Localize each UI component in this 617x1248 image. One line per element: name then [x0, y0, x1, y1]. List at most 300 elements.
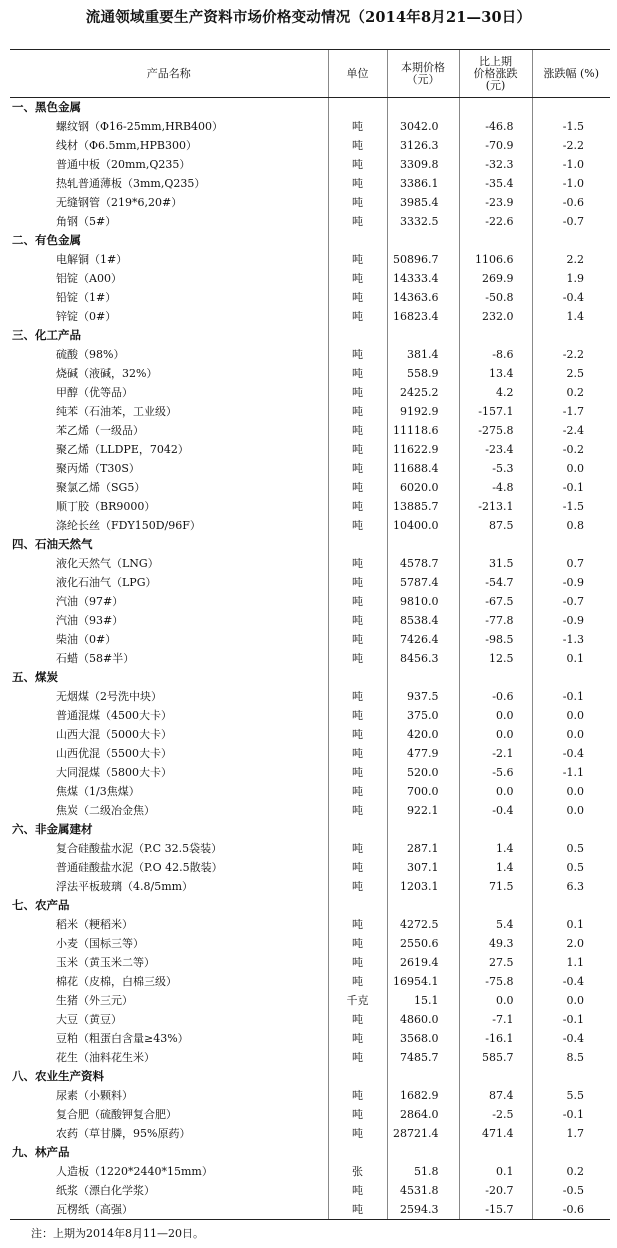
change-cell: 13.4: [459, 364, 532, 383]
percent-cell: 0.5: [532, 839, 610, 858]
percent-cell: -0.4: [532, 1029, 610, 1048]
empty-cell: [459, 98, 532, 118]
table-row: [10, 763, 610, 782]
unit-cell: 吨: [328, 630, 387, 649]
category-row: [10, 1143, 610, 1162]
product-name: 液化天然气（LNG）: [56, 557, 159, 570]
change-cell: -2.5: [459, 1105, 532, 1124]
table-row: [10, 516, 610, 535]
table-row: [10, 744, 610, 763]
price-cell: 3042.0: [387, 117, 459, 136]
percent-cell: 0.0: [532, 706, 610, 725]
product-name: 花生（油料花生米）: [56, 1051, 155, 1064]
price-cell: 7485.7: [387, 1048, 459, 1067]
table-row: [10, 1086, 610, 1105]
product-name: 铅锭（1#）: [56, 291, 117, 304]
empty-cell: [328, 326, 387, 345]
percent-cell: -0.4: [532, 972, 610, 991]
percent-cell: -0.2: [532, 440, 610, 459]
empty-cell: [387, 1067, 459, 1086]
product-name: 纯苯（石油苯，工业级）: [56, 405, 177, 418]
unit-cell: 吨: [328, 478, 387, 497]
change-cell: 49.3: [459, 934, 532, 953]
unit-cell: 吨: [328, 1124, 387, 1143]
category-row: [10, 231, 610, 250]
unit-cell: 吨: [328, 440, 387, 459]
change-cell: 1106.6: [459, 250, 532, 269]
change-cell: -67.5: [459, 592, 532, 611]
percent-cell: 0.0: [532, 782, 610, 801]
table-row: [10, 630, 610, 649]
change-cell: 0.0: [459, 991, 532, 1010]
price-cell: 11622.9: [387, 440, 459, 459]
empty-cell: [459, 231, 532, 250]
unit-cell: 吨: [328, 744, 387, 763]
table-row: [10, 858, 610, 877]
empty-cell: [328, 896, 387, 915]
product-name: 涤纶长丝（FDY150D/96F）: [56, 519, 201, 532]
unit-cell: 吨: [328, 1181, 387, 1200]
product-name: 复合肥（硫酸钾复合肥）: [56, 1108, 177, 1121]
unit-cell: 吨: [328, 1200, 387, 1220]
table-row: [10, 364, 610, 383]
product-name: 电解铜（1#）: [56, 253, 128, 266]
product-name: 山西大混（5000大卡）: [56, 728, 172, 741]
change-cell: -4.8: [459, 478, 532, 497]
unit-cell: 吨: [328, 953, 387, 972]
table-row: [10, 1029, 610, 1048]
percent-cell: -0.1: [532, 687, 610, 706]
product-name: 无烟煤（2号洗中块）: [56, 690, 162, 703]
table-row: [10, 307, 610, 326]
unit-cell: 吨: [328, 687, 387, 706]
percent-cell: -1.5: [532, 497, 610, 516]
product-name: 铝锭（A00）: [56, 272, 122, 285]
header-change-line2: 价格涨跌: [473, 66, 518, 80]
header-price-line1: 本期价格: [401, 60, 445, 74]
table-row: [10, 1105, 610, 1124]
empty-cell: [328, 231, 387, 250]
table-row: [10, 1200, 610, 1220]
table-row: [10, 1162, 610, 1181]
unit-cell: 吨: [328, 212, 387, 231]
unit-cell: 吨: [328, 554, 387, 573]
price-cell: 11688.4: [387, 459, 459, 478]
empty-cell: [328, 1143, 387, 1162]
percent-cell: -0.9: [532, 573, 610, 592]
price-cell: 15.1: [387, 991, 459, 1010]
price-cell: 4578.7: [387, 554, 459, 573]
price-cell: 1203.1: [387, 877, 459, 896]
unit-cell: 吨: [328, 1029, 387, 1048]
percent-cell: -0.4: [532, 744, 610, 763]
unit-cell: 吨: [328, 459, 387, 478]
change-cell: 27.5: [459, 953, 532, 972]
table-row: [10, 1010, 610, 1029]
table-row: [10, 915, 610, 934]
price-cell: 3386.1: [387, 174, 459, 193]
price-cell: 2619.4: [387, 953, 459, 972]
percent-cell: 1.1: [532, 953, 610, 972]
change-cell: -8.6: [459, 345, 532, 364]
unit-cell: 吨: [328, 934, 387, 953]
change-cell: -32.3: [459, 155, 532, 174]
empty-cell: [459, 668, 532, 687]
price-cell: 381.4: [387, 345, 459, 364]
percent-cell: 0.2: [532, 1162, 610, 1181]
change-cell: -50.8: [459, 288, 532, 307]
change-cell: 585.7: [459, 1048, 532, 1067]
price-cell: 420.0: [387, 725, 459, 744]
percent-cell: -1.5: [532, 117, 610, 136]
change-cell: -22.6: [459, 212, 532, 231]
empty-cell: [387, 98, 459, 118]
price-cell: 8538.4: [387, 611, 459, 630]
percent-cell: -2.4: [532, 421, 610, 440]
table-header-row: [10, 50, 610, 98]
unit-cell: 吨: [328, 725, 387, 744]
price-cell: 4860.0: [387, 1010, 459, 1029]
percent-cell: 1.7: [532, 1124, 610, 1143]
product-name: 小麦（国标三等）: [56, 937, 144, 950]
price-cell: 6020.0: [387, 478, 459, 497]
product-name: 硫酸（98%）: [56, 348, 125, 361]
percent-cell: -1.7: [532, 402, 610, 421]
empty-cell: [387, 896, 459, 915]
change-cell: -0.6: [459, 687, 532, 706]
header-percent-label: 涨跌幅 (%): [543, 66, 600, 80]
table-row: [10, 345, 610, 364]
category-name: 九、林产品: [12, 1145, 70, 1159]
percent-cell: -0.6: [532, 1200, 610, 1220]
change-cell: -7.1: [459, 1010, 532, 1029]
percent-cell: 0.0: [532, 459, 610, 478]
percent-cell: 0.1: [532, 915, 610, 934]
product-name: 普通混煤（4500大卡）: [56, 709, 172, 722]
percent-cell: -0.1: [532, 478, 610, 497]
category-row: [10, 820, 610, 839]
unit-cell: 吨: [328, 136, 387, 155]
table-row: [10, 839, 610, 858]
percent-cell: -0.1: [532, 1105, 610, 1124]
product-name: 焦炭（二级冶金焦）: [56, 804, 155, 817]
empty-cell: [387, 1143, 459, 1162]
price-cell: 3568.0: [387, 1029, 459, 1048]
table-row: [10, 573, 610, 592]
change-cell: 31.5: [459, 554, 532, 573]
header-price: [387, 50, 459, 98]
unit-cell: 吨: [328, 383, 387, 402]
change-cell: -275.8: [459, 421, 532, 440]
category-row: [10, 535, 610, 554]
percent-cell: -1.1: [532, 763, 610, 782]
price-cell: 287.1: [387, 839, 459, 858]
price-cell: 477.9: [387, 744, 459, 763]
category-name: 一、黑色金属: [12, 100, 81, 114]
change-cell: -23.9: [459, 193, 532, 212]
unit-cell: 吨: [328, 782, 387, 801]
price-cell: 16823.4: [387, 307, 459, 326]
price-cell: 9192.9: [387, 402, 459, 421]
category-name: 二、有色金属: [12, 233, 81, 247]
change-cell: -213.1: [459, 497, 532, 516]
unit-cell: 吨: [328, 117, 387, 136]
empty-cell: [387, 535, 459, 554]
header-change: [459, 50, 532, 98]
change-cell: 5.4: [459, 915, 532, 934]
table-row: [10, 478, 610, 497]
unit-cell: 吨: [328, 1010, 387, 1029]
price-cell: 14333.4: [387, 269, 459, 288]
unit-cell: 吨: [328, 611, 387, 630]
change-cell: 87.5: [459, 516, 532, 535]
percent-cell: 6.3: [532, 877, 610, 896]
empty-cell: [459, 1143, 532, 1162]
unit-cell: 吨: [328, 839, 387, 858]
product-name: 锌锭（0#）: [56, 310, 117, 323]
price-cell: 2550.6: [387, 934, 459, 953]
table-row: [10, 421, 610, 440]
product-name: 生猪（外三元）: [56, 994, 133, 1007]
percent-cell: 2.0: [532, 934, 610, 953]
header-price-line2: （元）: [406, 72, 440, 86]
unit-cell: 吨: [328, 1048, 387, 1067]
header-unit-label: 单位: [346, 66, 369, 80]
percent-cell: -0.6: [532, 193, 610, 212]
table-row: [10, 934, 610, 953]
category-name: 三、化工产品: [12, 328, 81, 342]
change-cell: 12.5: [459, 649, 532, 668]
empty-cell: [532, 326, 610, 345]
product-name: 石蜡（58#半）: [56, 652, 135, 665]
percent-cell: -1.3: [532, 630, 610, 649]
product-name: 烧碱（液碱，32%）: [56, 367, 158, 380]
change-cell: 471.4: [459, 1124, 532, 1143]
price-table: [10, 49, 610, 1220]
table-row: [10, 706, 610, 725]
percent-cell: 2.2: [532, 250, 610, 269]
category-row: [10, 1067, 610, 1086]
table-row: [10, 250, 610, 269]
product-name: 纸浆（漂白化学浆）: [56, 1184, 155, 1197]
unit-cell: 吨: [328, 288, 387, 307]
unit-cell: 吨: [328, 649, 387, 668]
change-cell: -98.5: [459, 630, 532, 649]
percent-cell: -0.4: [532, 288, 610, 307]
change-cell: 1.4: [459, 858, 532, 877]
unit-cell: 张: [328, 1162, 387, 1181]
unit-cell: 吨: [328, 345, 387, 364]
header-change-line1: 比上期: [479, 54, 512, 68]
table-row: [10, 440, 610, 459]
empty-cell: [532, 896, 610, 915]
header-change-line3: (元): [485, 78, 506, 92]
change-cell: 0.1: [459, 1162, 532, 1181]
product-name: 大同混煤（5800大卡）: [56, 766, 172, 779]
unit-cell: 吨: [328, 1105, 387, 1124]
product-name: 复合硅酸盐水泥（P.C 32.5袋装）: [56, 842, 223, 855]
empty-cell: [387, 668, 459, 687]
price-cell: 1682.9: [387, 1086, 459, 1105]
table-row: [10, 383, 610, 402]
empty-cell: [459, 535, 532, 554]
empty-cell: [328, 535, 387, 554]
price-cell: 11118.6: [387, 421, 459, 440]
product-name: 热轧普通薄板（3mm,Q235）: [56, 177, 206, 190]
unit-cell: 吨: [328, 573, 387, 592]
unit-cell: 吨: [328, 497, 387, 516]
price-cell: 4272.5: [387, 915, 459, 934]
unit-cell: 吨: [328, 972, 387, 991]
price-cell: 3332.5: [387, 212, 459, 231]
empty-cell: [459, 820, 532, 839]
percent-cell: 0.5: [532, 858, 610, 877]
product-name: 甲醇（优等品）: [56, 386, 133, 399]
change-cell: -15.7: [459, 1200, 532, 1220]
table-row: [10, 174, 610, 193]
price-cell: 7426.4: [387, 630, 459, 649]
table-row: [10, 288, 610, 307]
category-name: 五、煤炭: [12, 670, 58, 684]
change-cell: -70.9: [459, 136, 532, 155]
category-row: [10, 896, 610, 915]
price-cell: 8456.3: [387, 649, 459, 668]
change-cell: -20.7: [459, 1181, 532, 1200]
percent-cell: 0.2: [532, 383, 610, 402]
price-cell: 4531.8: [387, 1181, 459, 1200]
product-name: 顺丁胶（BR9000）: [56, 500, 156, 513]
table-row: [10, 687, 610, 706]
table-row: [10, 877, 610, 896]
table-row: [10, 649, 610, 668]
unit-cell: 吨: [328, 402, 387, 421]
table-row: [10, 972, 610, 991]
percent-cell: -1.0: [532, 155, 610, 174]
price-cell: 2594.3: [387, 1200, 459, 1220]
change-cell: -77.8: [459, 611, 532, 630]
product-name: 液化石油气（LPG）: [56, 576, 157, 589]
empty-cell: [532, 1143, 610, 1162]
percent-cell: -0.1: [532, 1010, 610, 1029]
category-row: [10, 98, 610, 118]
price-cell: 5787.4: [387, 573, 459, 592]
table-row: [10, 212, 610, 231]
unit-cell: 吨: [328, 592, 387, 611]
percent-cell: 0.7: [532, 554, 610, 573]
percent-cell: 0.0: [532, 801, 610, 820]
price-cell: 10400.0: [387, 516, 459, 535]
empty-cell: [328, 98, 387, 118]
change-cell: 269.9: [459, 269, 532, 288]
change-cell: 232.0: [459, 307, 532, 326]
table-row: [10, 497, 610, 516]
empty-cell: [459, 326, 532, 345]
empty-cell: [532, 98, 610, 118]
product-name: 柴油（0#）: [56, 633, 117, 646]
product-name: 稻米（粳稻米）: [56, 918, 133, 931]
product-name: 焦煤（1/3焦煤）: [56, 785, 140, 798]
change-cell: 4.2: [459, 383, 532, 402]
table-row: [10, 117, 610, 136]
price-cell: 375.0: [387, 706, 459, 725]
table-row: [10, 402, 610, 421]
price-cell: 2864.0: [387, 1105, 459, 1124]
change-cell: -35.4: [459, 174, 532, 193]
empty-cell: [459, 1067, 532, 1086]
price-cell: 16954.1: [387, 972, 459, 991]
table-row: [10, 1048, 610, 1067]
empty-cell: [387, 820, 459, 839]
percent-cell: 0.8: [532, 516, 610, 535]
table-row: [10, 782, 610, 801]
unit-cell: 吨: [328, 763, 387, 782]
percent-cell: 0.1: [532, 649, 610, 668]
header-product-name-label: 产品名称: [146, 66, 191, 80]
unit-cell: 吨: [328, 174, 387, 193]
price-cell: 3985.4: [387, 193, 459, 212]
table-row: [10, 459, 610, 478]
unit-cell: 千克: [328, 991, 387, 1010]
product-name: 人造板（1220*2440*15mm）: [56, 1165, 213, 1178]
empty-cell: [459, 896, 532, 915]
page-title: 流通领域重要生产资料市场价格变动情况（2014年8月21—30日）: [85, 9, 532, 26]
price-cell: 9810.0: [387, 592, 459, 611]
price-cell: 700.0: [387, 782, 459, 801]
unit-cell: 吨: [328, 1086, 387, 1105]
empty-cell: [387, 326, 459, 345]
change-cell: 1.4: [459, 839, 532, 858]
product-name: 豆粕（粗蛋白含量≥43%）: [56, 1032, 189, 1045]
unit-cell: 吨: [328, 421, 387, 440]
percent-cell: 8.5: [532, 1048, 610, 1067]
table-row: [10, 991, 610, 1010]
table-row: [10, 269, 610, 288]
change-cell: -5.6: [459, 763, 532, 782]
table-row: [10, 1124, 610, 1143]
header-percent: [532, 50, 610, 98]
product-name: 线材（Φ6.5mm,HPB300）: [56, 139, 197, 152]
change-cell: -0.4: [459, 801, 532, 820]
table-row: [10, 136, 610, 155]
change-cell: -54.7: [459, 573, 532, 592]
product-name: 农药（草甘膦，95%原药）: [56, 1127, 191, 1140]
change-cell: 0.0: [459, 706, 532, 725]
category-name: 八、农业生产资料: [12, 1069, 104, 1083]
percent-cell: 1.9: [532, 269, 610, 288]
product-name: 角钢（5#）: [56, 215, 117, 228]
price-cell: 3309.8: [387, 155, 459, 174]
price-cell: 13885.7: [387, 497, 459, 516]
price-cell: 558.9: [387, 364, 459, 383]
category-name: 四、石油天然气: [12, 537, 93, 551]
product-name: 螺纹钢（Φ16-25mm,HRB400）: [56, 120, 224, 133]
price-cell: 520.0: [387, 763, 459, 782]
category-name: 六、非金属建材: [12, 822, 93, 836]
price-cell: 14363.6: [387, 288, 459, 307]
percent-cell: -2.2: [532, 136, 610, 155]
unit-cell: 吨: [328, 193, 387, 212]
percent-cell: 0.0: [532, 725, 610, 744]
product-name: 汽油（93#）: [56, 614, 124, 627]
category-row: [10, 668, 610, 687]
change-cell: -75.8: [459, 972, 532, 991]
unit-cell: 吨: [328, 155, 387, 174]
change-cell: -5.3: [459, 459, 532, 478]
product-name: 聚氯乙烯（SG5）: [56, 481, 146, 494]
change-cell: -46.8: [459, 117, 532, 136]
product-name: 普通中板（20mm,Q235）: [56, 158, 191, 171]
product-name: 聚乙烯（LLDPE，7042）: [56, 443, 189, 456]
